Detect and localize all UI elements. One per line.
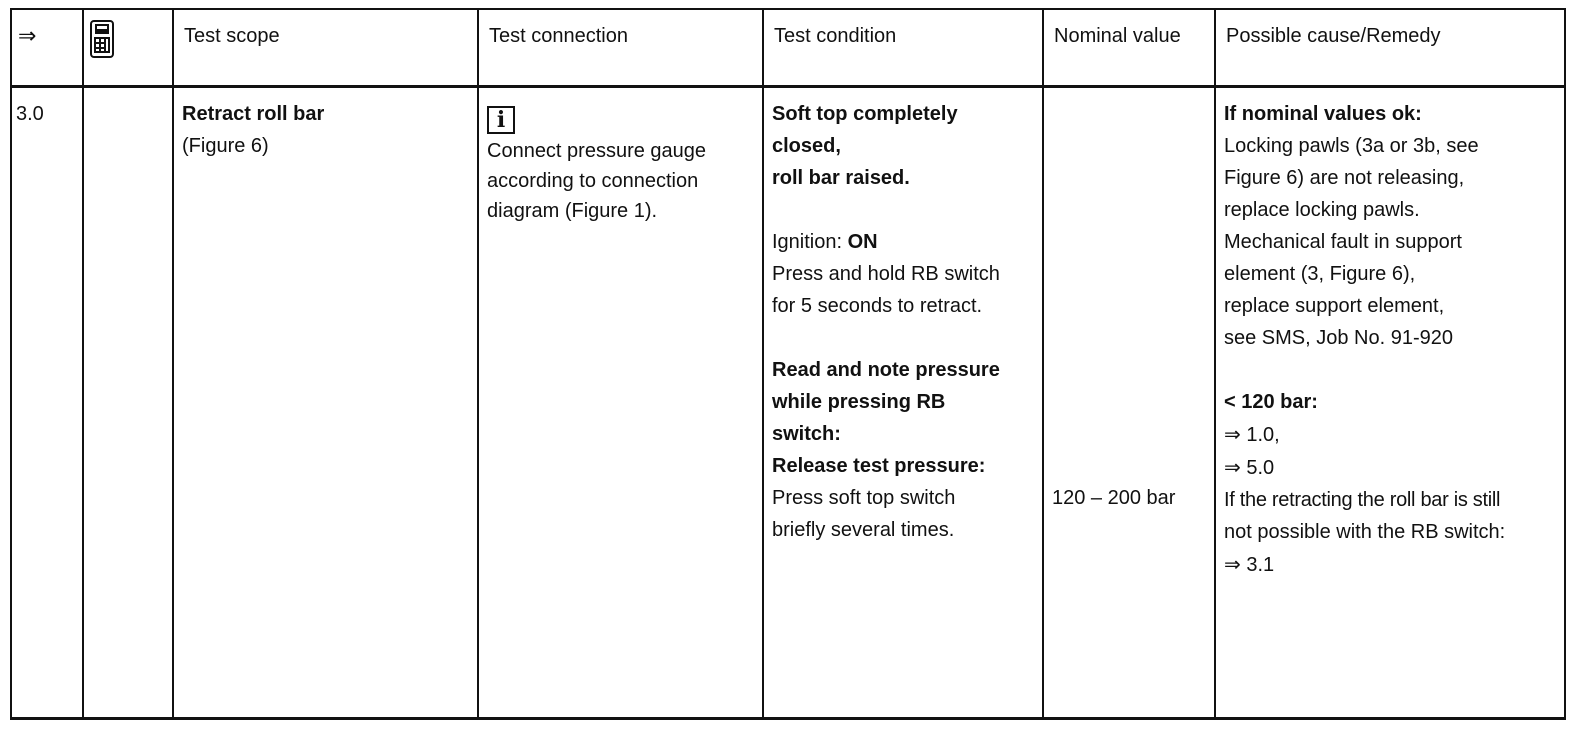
- arrow-icon: ⇒: [1224, 455, 1241, 479]
- remedy-line: replace support element,: [1224, 295, 1445, 317]
- remedy-line: replace locking pawls.: [1224, 199, 1420, 221]
- arrow-icon: ⇒: [18, 24, 37, 49]
- condition-line: while pressing RB: [772, 391, 946, 413]
- connection-line: Connect pressure gauge: [487, 140, 707, 162]
- remedy-ref: 1.0,: [1246, 424, 1280, 446]
- header-tester: [83, 9, 173, 87]
- header-test-connection: Test connection: [478, 9, 763, 87]
- condition-line: for 5 seconds to retract.: [772, 295, 983, 317]
- ignition-value: ON: [847, 231, 878, 253]
- condition-line: switch:: [772, 423, 841, 445]
- condition-line: Press and hold RB switch: [772, 263, 1000, 285]
- connection-line: diagram (Figure 1).: [487, 200, 658, 222]
- info-icon: i: [487, 106, 515, 134]
- remedy-line: Mechanical fault in support: [1224, 231, 1462, 253]
- tester-cell: [83, 87, 173, 719]
- remedy-line: see SMS, Job No. 91-920: [1224, 327, 1454, 349]
- header-test-condition: Test condition: [763, 9, 1043, 87]
- remedy-ref-line: [1224, 548, 1560, 581]
- nominal-cell: [1043, 87, 1215, 719]
- header-test-scope: Test scope: [173, 9, 478, 87]
- table-header-row: [11, 9, 1565, 87]
- remedy-ref: 5.0: [1246, 457, 1275, 479]
- step-number: 3.0: [16, 103, 44, 125]
- arrow-icon: ⇒: [1224, 422, 1241, 446]
- scope-figure-ref: (Figure 6): [182, 135, 269, 157]
- remedy-line: Figure 6) are not releasing,: [1224, 167, 1465, 189]
- remedy-ref-line: [1224, 418, 1560, 451]
- header-nominal-value: Nominal value: [1043, 9, 1215, 87]
- ignition-line: [772, 226, 1034, 258]
- ignition-label: Ignition:: [772, 231, 848, 253]
- condition-line: Soft top completely: [772, 103, 958, 125]
- remedy-line: If the retracting the roll bar is still: [1224, 489, 1501, 511]
- condition-cell: [763, 87, 1043, 719]
- remedy-low-heading: < 120 bar:: [1224, 391, 1318, 413]
- remedy-line: not possible with the RB switch:: [1224, 521, 1506, 543]
- remedy-ref-line: [1224, 451, 1560, 484]
- remedy-line: element (3, Figure 6),: [1224, 263, 1416, 285]
- arrow-icon: ⇒: [1224, 552, 1241, 576]
- condition-line: briefly several times.: [772, 519, 955, 541]
- condition-line: Release test pressure:: [772, 455, 986, 477]
- remedy-cell: [1215, 87, 1565, 719]
- header-possible-cause: Possible cause/Remedy: [1215, 9, 1565, 87]
- tester-icon: [89, 20, 115, 58]
- condition-line: Press soft top switch: [772, 487, 956, 509]
- header-arrow: [11, 9, 83, 87]
- remedy-ref: 3.1: [1246, 554, 1275, 576]
- condition-line: closed,: [772, 135, 841, 157]
- connection-cell: [478, 87, 763, 719]
- table-row: [11, 87, 1565, 719]
- remedy-ok-heading: If nominal values ok:: [1224, 103, 1422, 125]
- connection-line: according to connection: [487, 170, 699, 192]
- scope-cell: [173, 87, 478, 719]
- condition-line: Read and note pressure: [772, 359, 1000, 381]
- scope-title: Retract roll bar: [182, 103, 325, 125]
- step-cell: [11, 87, 83, 719]
- remedy-line: Locking pawls (3a or 3b, see: [1224, 135, 1479, 157]
- diagnosis-sheet: [10, 8, 1564, 720]
- condition-line: roll bar raised.: [772, 167, 910, 189]
- diagnosis-table: [10, 8, 1566, 720]
- nominal-value: 120 – 200 bar: [1052, 487, 1176, 509]
